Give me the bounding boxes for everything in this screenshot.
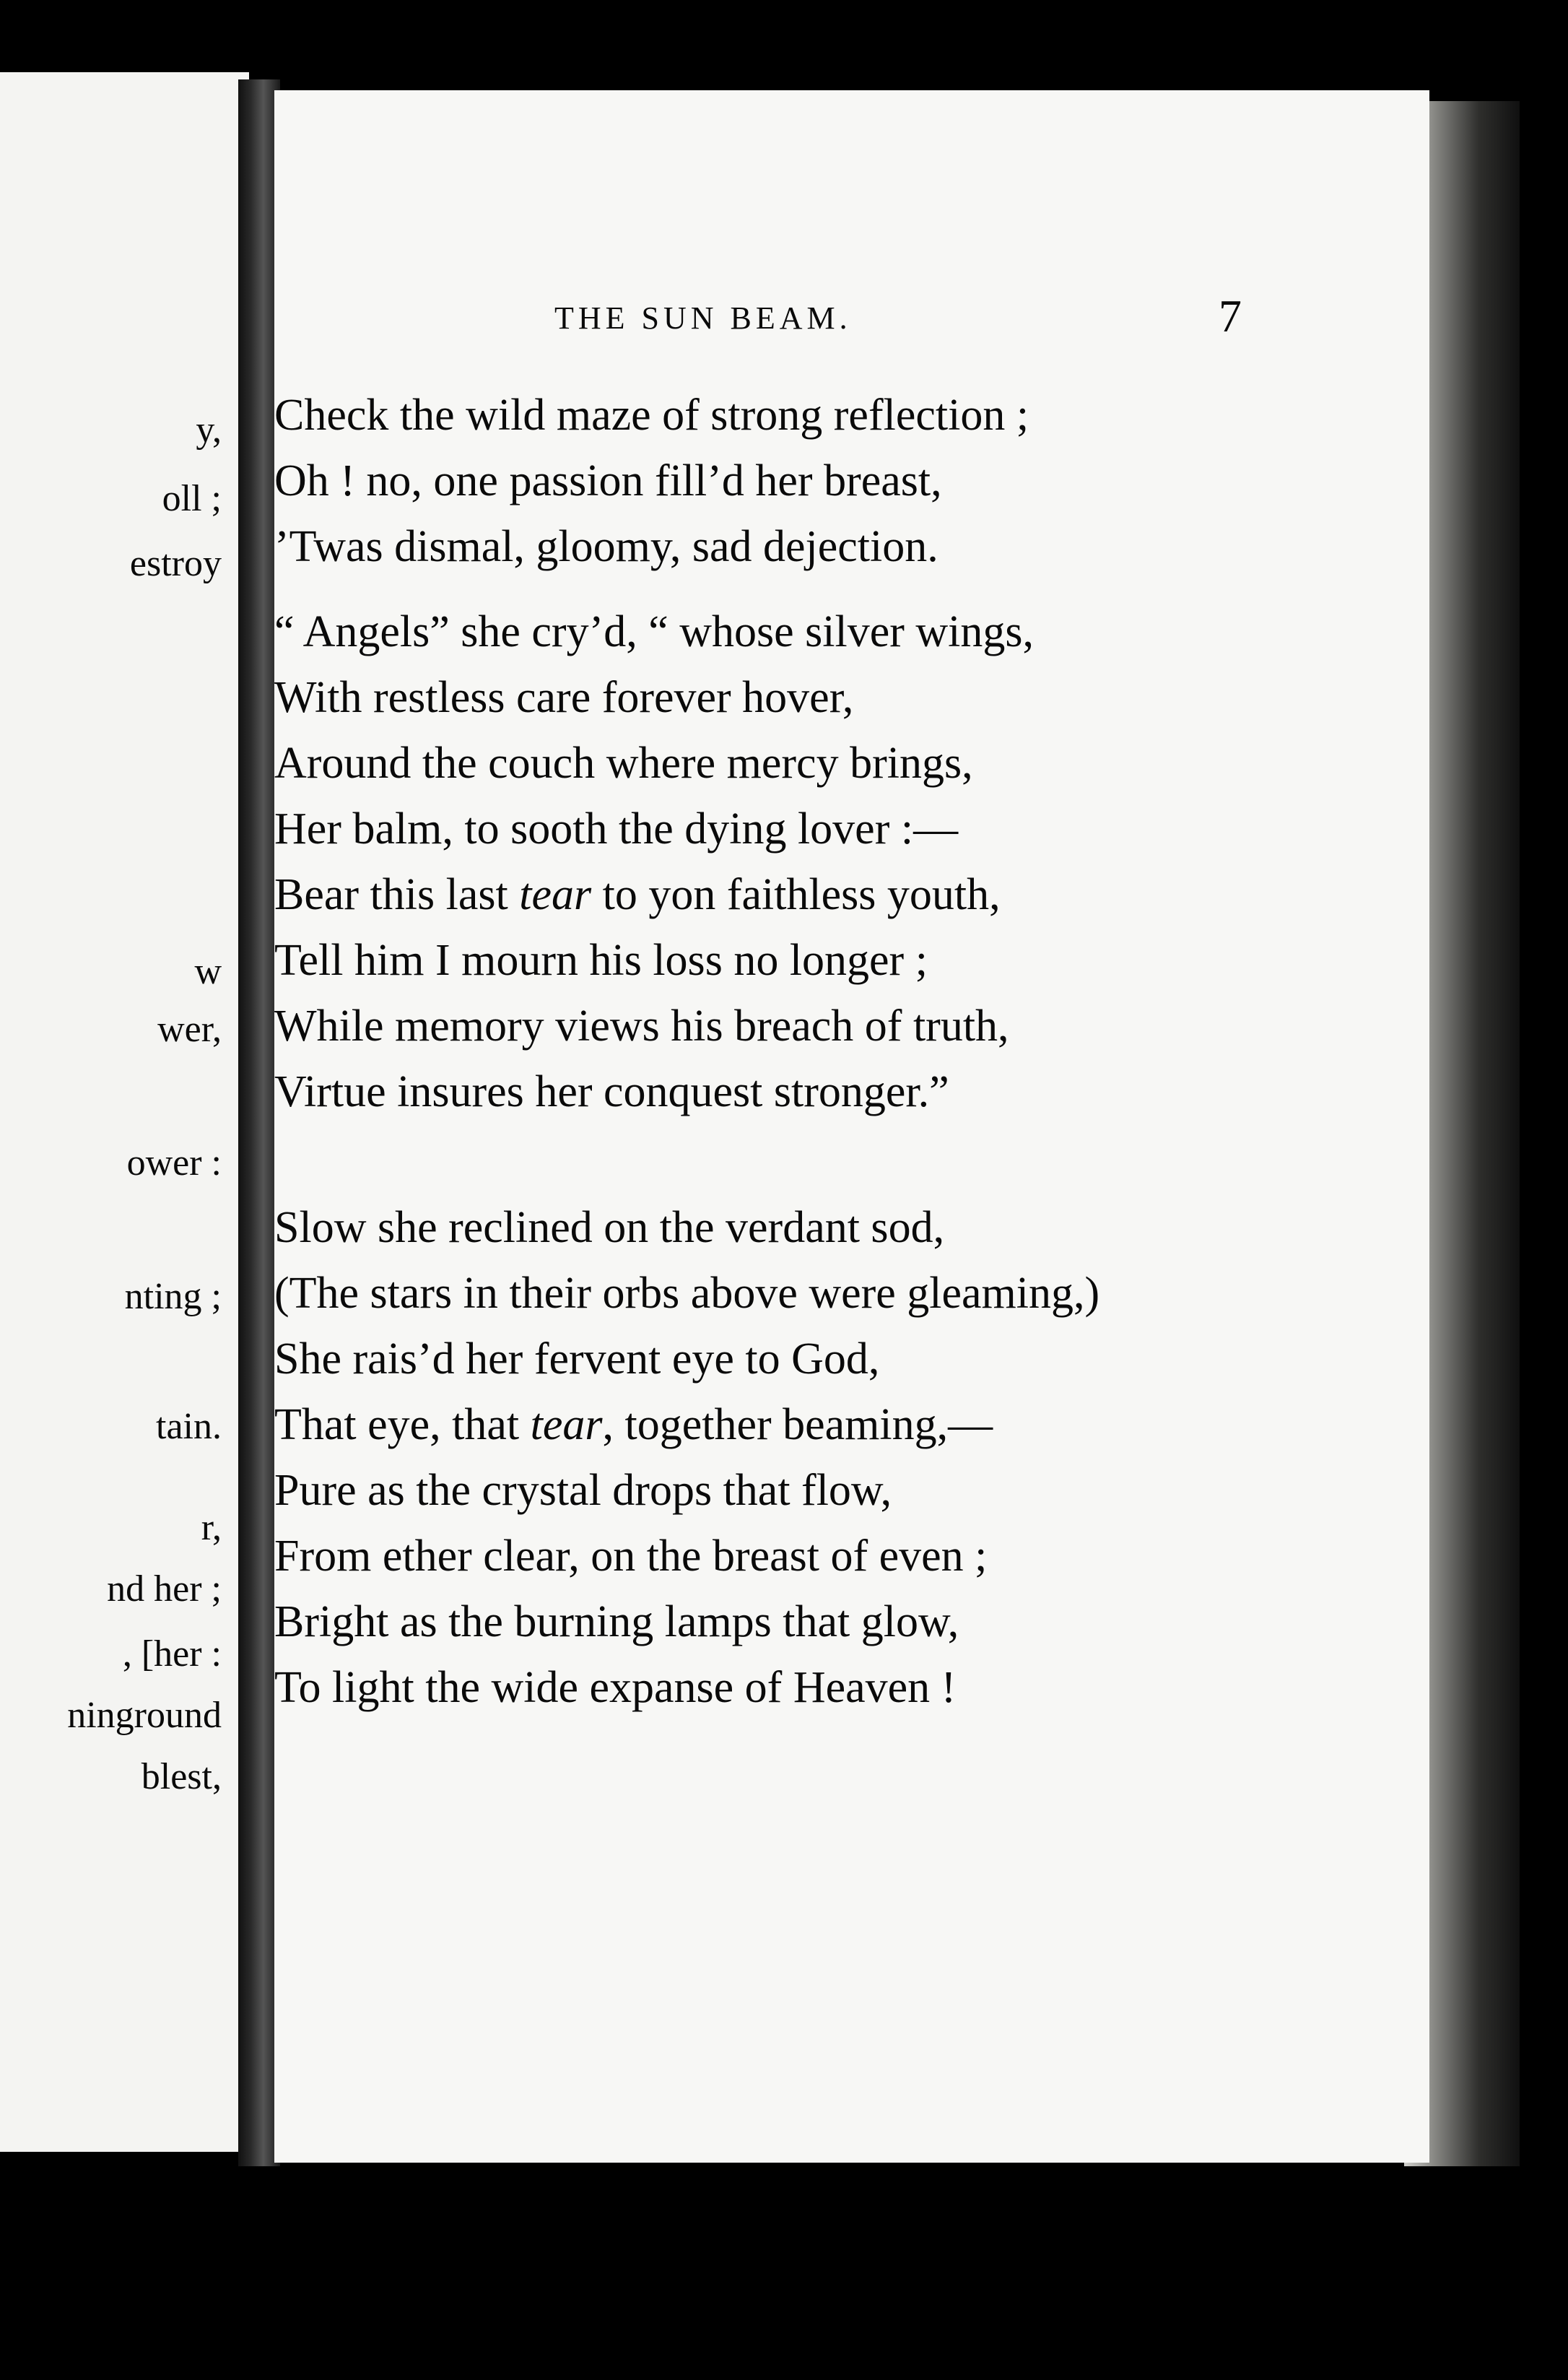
right-page	[274, 90, 1429, 2163]
left-fragment-8: tain.	[156, 1406, 222, 1447]
verse-line: She rais’d her fervent eye to God,	[274, 1334, 880, 1384]
verse-line: Her balm, to sooth the dying lover :—	[274, 804, 959, 854]
page-number: 7	[1219, 290, 1242, 342]
verse-line	[274, 1392, 1099, 1458]
verse-line: Bright as the burning lamps that glow,	[274, 1597, 959, 1646]
stanza	[274, 383, 1029, 580]
verse-segment: Bear this last	[274, 870, 520, 919]
verse-line: Check the wild maze of strong reflection ;	[274, 391, 1029, 440]
verse-line: While memory views his breach of truth,	[274, 1002, 1009, 1051]
left-fragment-6: ower :	[126, 1142, 222, 1184]
verse-segment: to yon faithless youth,	[591, 870, 1001, 919]
verse-line: (The stars in their orbs above were gleaming,)	[274, 1269, 1100, 1318]
left-fragment-11: , [her :	[122, 1633, 222, 1675]
verse-line: ’Twas dismal, gloomy, sad dejection.	[274, 522, 938, 571]
left-fragment-5: wer,	[157, 1009, 222, 1050]
left-fragment-3: estroy	[129, 543, 222, 584]
verse-line: To light the wide expanse of Heaven !	[274, 1663, 957, 1712]
italic-word: tear	[530, 1400, 603, 1449]
left-fragment-13: blest,	[141, 1756, 222, 1797]
left-fragment-2: oll ;	[162, 478, 222, 519]
left-fragment-4: w	[194, 951, 222, 992]
verse-segment: , together beaming,—	[602, 1400, 993, 1449]
left-fragment-7: nting ;	[124, 1276, 222, 1317]
verse-line: With restless care forever hover,	[274, 673, 854, 722]
verse-segment: That eye, that	[274, 1400, 531, 1449]
stanza	[274, 599, 1034, 1125]
verse-line: Oh ! no, one passion fill’d her breast,	[274, 456, 942, 505]
verse-line: “ Angels” she cry’d, “ whose silver wings,	[274, 607, 1035, 656]
verse-line: Tell him I mourn his loss no longer ;	[274, 936, 928, 985]
left-fragment-10: nd her ;	[107, 1568, 222, 1610]
verse-line: Slow she reclined on the verdant sod,	[274, 1203, 945, 1252]
italic-word: tear	[519, 870, 592, 919]
left-fragment-9: r,	[201, 1507, 222, 1548]
left-fragment-12: ninground	[67, 1695, 222, 1736]
left-page-fragment	[0, 72, 249, 2152]
verse-line: Around the couch where mercy brings,	[274, 739, 973, 788]
verse-line: Virtue insures her conquest stronger.”	[274, 1067, 949, 1116]
verse-line: From ether clear, on the breast of even ;	[274, 1532, 988, 1581]
verse-line: Pure as the crystal drops that flow,	[274, 1466, 892, 1515]
verse-line	[274, 862, 1034, 928]
running-head: THE SUN BEAM.	[554, 300, 852, 336]
left-fragment-1: y,	[196, 409, 222, 451]
stanza	[274, 1195, 1099, 1721]
